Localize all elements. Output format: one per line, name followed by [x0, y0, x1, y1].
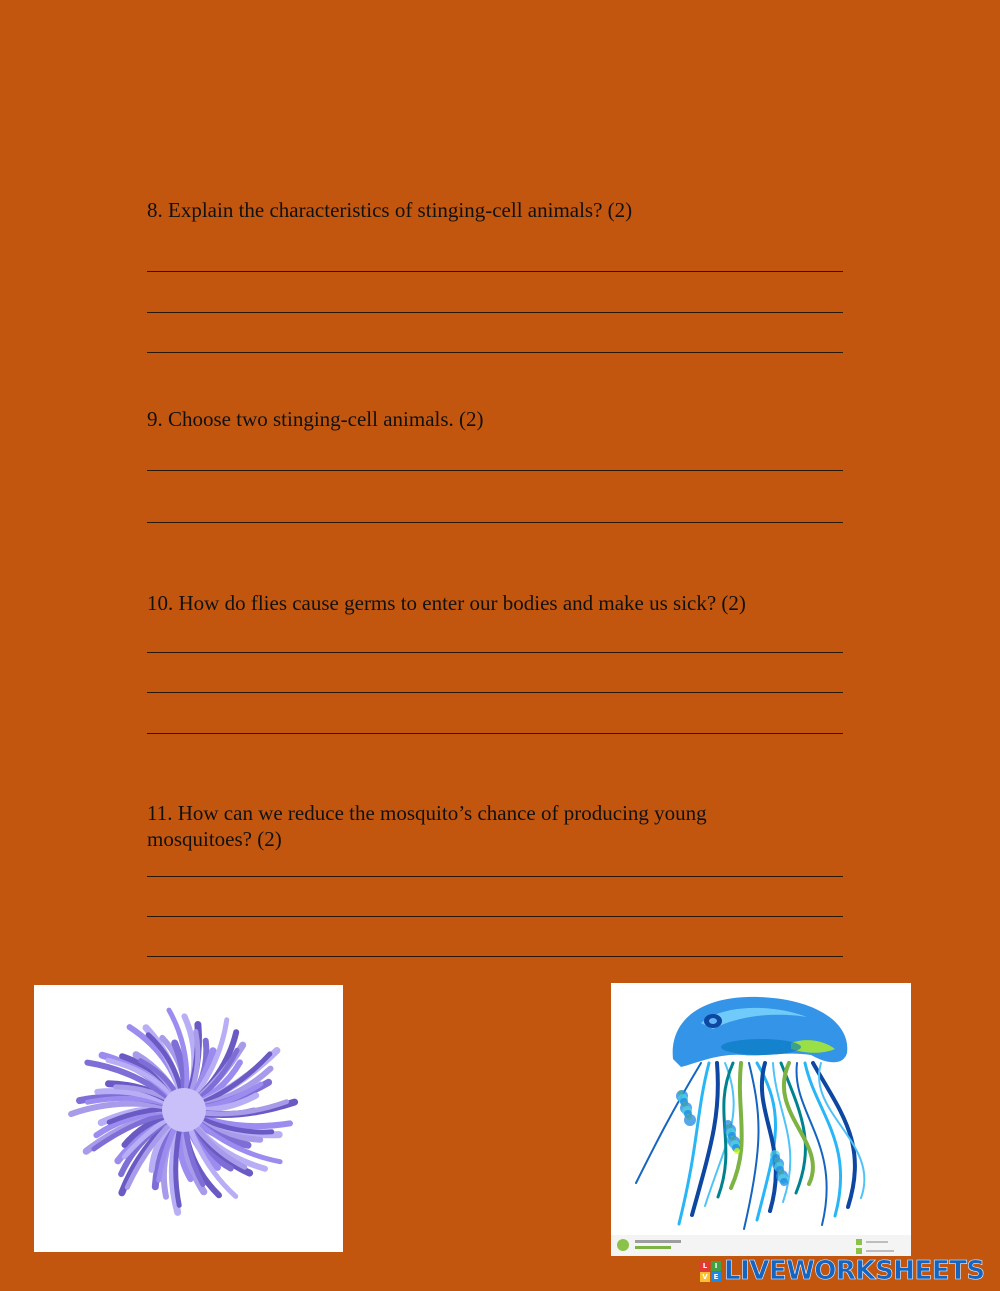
answer-line[interactable] — [147, 692, 843, 693]
anemone-center — [162, 1088, 206, 1132]
answer-line[interactable] — [147, 352, 843, 353]
jellyfish-splash — [780, 1178, 788, 1186]
question-10-text: 10. How do flies cause germs to enter our bodies and make us sick? (2) — [147, 591, 746, 615]
answer-line[interactable] — [147, 956, 843, 957]
answer-line[interactable] — [147, 470, 843, 471]
question-8-text: 8. Explain the characteristics of stinging-cell animals? (2) — [147, 198, 633, 222]
question-11-line-1: 11. How can we reduce the mosquito’s chance of producing young — [147, 801, 707, 825]
liveworksheets-wordmark: LIVEWORKSHEETS — [724, 1256, 985, 1286]
jellyfish-splash — [684, 1114, 696, 1126]
answer-line[interactable] — [147, 271, 843, 272]
question-9-text: 9. Choose two stinging-cell animals. (2) — [147, 407, 484, 431]
answer-line[interactable] — [147, 522, 843, 523]
answer-line[interactable] — [147, 876, 843, 877]
answer-line[interactable] — [147, 312, 843, 313]
jellyfish-splash — [734, 1148, 740, 1154]
liveworksheets-logo — [700, 1255, 996, 1287]
jellyfish-image — [611, 983, 911, 1256]
answer-line[interactable] — [147, 733, 843, 734]
question-11-text — [147, 800, 847, 852]
logo-block: I — [711, 1261, 721, 1271]
jellyfish-watercolor-illustration — [611, 983, 911, 1256]
answer-line[interactable] — [147, 916, 843, 917]
question-11-line-2: mosquitoes? (2) — [147, 827, 282, 851]
sea-anemone-illustration — [34, 985, 343, 1252]
sea-anemone-image — [34, 985, 343, 1252]
liveworksheets-blocks-icon — [700, 1261, 721, 1282]
logo-block: E — [711, 1272, 721, 1282]
logo-block: L — [700, 1261, 710, 1271]
answer-line[interactable] — [147, 652, 843, 653]
logo-block: V — [700, 1272, 710, 1282]
